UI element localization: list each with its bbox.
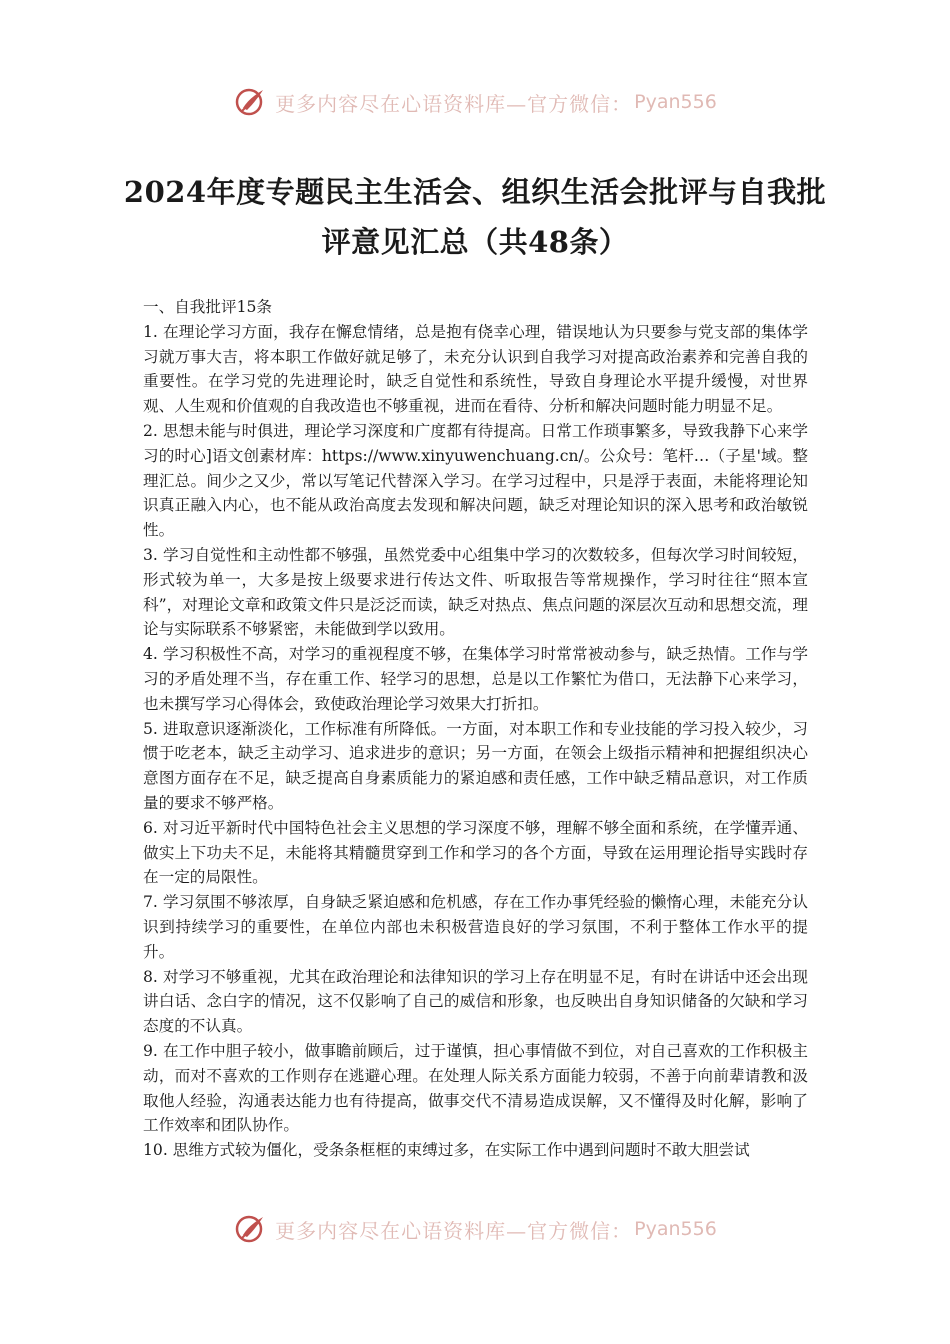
banner-text: 更多内容尽在心语资料库—官方微信：: [275, 1218, 633, 1243]
paragraph: 5. 进取意识逐渐淡化，工作标准有所降低。一方面，对本职工作和专业技能的学习投入较少，习惯于吃老本，缺乏主动学习、追求进步的意识；另一方面，在领会上级指示精神和把握组织决心意图方面存在不足，缺乏提高自身素质能力的紧迫感和责任感，工作中缺乏精品意识，对工作质量的要求不够严格。: [143, 719, 808, 812]
banner-wechat-id: Pyan556: [634, 91, 717, 113]
document-title: 2024年度专题民主生活会、组织生活会批评与自我批评意见汇总（共48条）: [123, 175, 827, 260]
footer-watermark-banner: [0, 1209, 950, 1249]
section-heading: 一、自我批评15条: [143, 298, 272, 316]
header-watermark-banner: [0, 82, 950, 122]
paragraph: 9. 在工作中胆子较小，做事瞻前顾后，过于谨慎，担心事情做不到位，对自己喜欢的工作积极主动，而对不喜欢的工作则存在逃避心理。在处理人际关系方面能力较弱，不善于向前辈请教和汲取他人经验，沟通表达能力也有待提高，做事交代不清易造成误解，又不懂得及时化解，影响了工作效率和团队协作。: [143, 1041, 808, 1135]
document-body: [143, 295, 808, 1163]
paragraph: 3. 学习自觉性和主动性都不够强，虽然党委中心组集中学习的次数较多，但每次学习时间较短，形式较为单一，大多是按上级要求进行传达文件、听取报告等常规操作，学习时往往“照本宣科”，对理论文章和政策文件只是泛泛而读，缺乏对热点、焦点问题的深层次互动和思想交流，理论与实际联系不够紧密，未能做到学以致用。: [143, 545, 808, 639]
paragraph: 10. 思维方式较为僵化，受条条框框的束缚过多，在实际工作中遇到问题时不敢大胆尝试: [143, 1141, 750, 1160]
paragraph: 2. 思想未能与时俱进，理论学习深度和广度都有待提高。日常工作琐事繁多，导致我静下心来学习的时心]语文创素材库：https://www.xinyuwenchuang.cn/。公众号：笔杆…（子星'域。整理汇总。间少之又少，常以写笔记代替深入学习。在学习过程中，只是浮于表面，未能将理论知识真正融入内心，也不能从政治高度去发现和解决问题，缺乏对理论知识的深入思考和政治敏锐性。: [143, 421, 808, 540]
quill-logo-icon: [233, 84, 269, 120]
paragraph: 8. 对学习不够重视，尤其在政治理论和法律知识的学习上存在明显不足，有时在讲话中还会出现讲白话、念白字的情况，这不仅影响了自己的威信和形象，也反映出自身知识储备的欠缺和学习态度的不认真。: [143, 967, 808, 1036]
paragraph: 7. 学习氛围不够浓厚，自身缺乏紧迫感和危机感，存在工作办事凭经验的懒惰心理，未能充分认识到持续学习的重要性，在单位内部也未积极营造良好的学习氛围，不利于整体工作水平的提升。: [143, 893, 808, 961]
banner-wechat-id: Pyan556: [634, 1218, 717, 1240]
paragraph: 6. 对习近平新时代中国特色社会主义思想的学习深度不够，理解不够全面和系统，在学懂弄通、做实上下功夫不足，未能将其精髓贯穿到工作和学习的各个方面，导致在运用理论指导实践时存在一定的局限性。: [143, 818, 808, 887]
paragraph: 4. 学习积极性不高，对学习的重视程度不够，在集体学习时常常被动参与，缺乏热情。工作与学习的矛盾处理不当，存在重工作、轻学习的思想，总是以工作繁忙为借口，无法静下心来学习，也未撰写学习心得体会，致使政治理论学习效果大打折扣。: [143, 645, 808, 713]
quill-logo-icon: [233, 1211, 269, 1247]
banner-text: 更多内容尽在心语资料库—官方微信：: [275, 91, 633, 116]
paragraph: 1. 在理论学习方面，我存在懈怠情绪，总是抱有侥幸心理，错误地认为只要参与党支部的集体学习就万事大吉，将本职工作做好就足够了，未充分认识到自我学习对提高政治素养和完善自我的重要性。在学习党的先进理论时，缺乏自觉性和系统性，导致自身理论水平提升缓慢，对世界观、人生观和价值观的自我改造也不够重视，进而在看待、分析和解决问题时能力明显不足。: [143, 322, 808, 416]
